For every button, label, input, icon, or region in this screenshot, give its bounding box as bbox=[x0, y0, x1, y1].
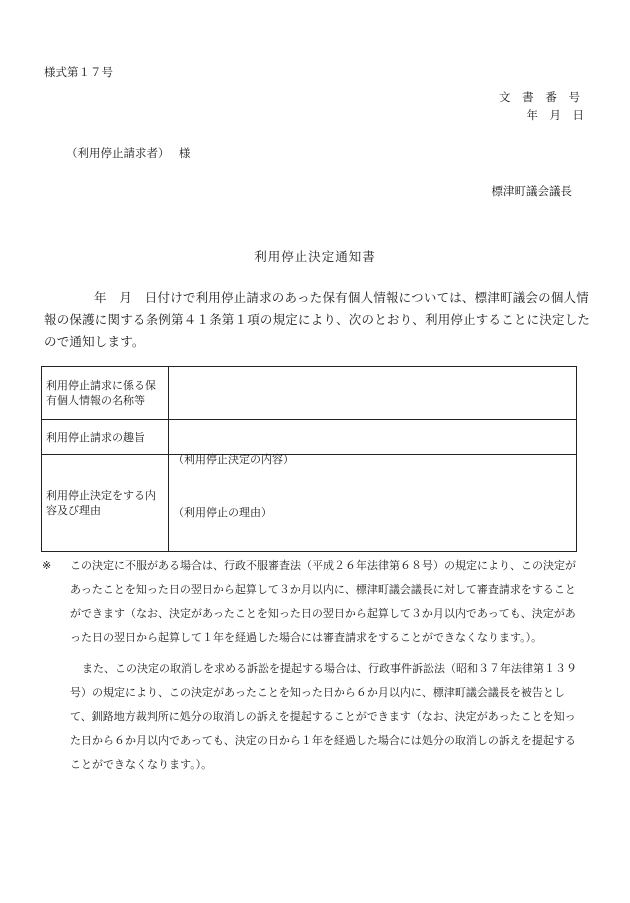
recipient-line: （利用停止請求者） 様 bbox=[66, 146, 191, 160]
date-line: 年 月 日 bbox=[526, 108, 584, 122]
label-request-purpose: 利用停止請求の趣旨 bbox=[42, 420, 169, 455]
document-number-label: 文 書 番 号 bbox=[499, 90, 584, 104]
reason-label: （利用停止の理由） bbox=[173, 506, 272, 519]
body-paragraph: 年 月 日付けで利用停止請求のあった保有個人情報については、標津町議会の個人情報の保護に関する条例第４１条第１項の規定により、次のとおり、利用停止することに決定したので通知します。 bbox=[44, 290, 591, 349]
table-row bbox=[42, 420, 577, 455]
notes-section bbox=[42, 554, 586, 777]
value-info-name bbox=[169, 367, 577, 420]
sender-name: 標津町議会議長 bbox=[491, 184, 572, 198]
table-row bbox=[42, 455, 577, 552]
note-lawsuit: また、この決定の取消しを求める訴訟を提起する場合は、行政事件訴訟法（昭和３７年法律第１３９号）の規定により、この決定があったことを知った日から６か月以内に、標津町議会議長を被告として、釧路地方裁判所に処分の取消しの訴えを提起することができます（なお、決定があったことを知った日から６か月以内であっても、決定の日から１年を経過した場合には処分の取消しの訴えを提起することができなくなります。）。 bbox=[70, 662, 577, 771]
note-appeal-text: この決定に不服がある場合は、行政不服審査法（平成２６年法律第６８号）の規定により、この決定があったことを知った日の翌日から起算して３か月以内に、標津町議会議長に対して審査請求をすることができます（なお、決定があったことを知った日の翌日から起算して３か月以内であっても、決定があった日の翌日から起算して１年を経過した場合には審査請求をすることができなくなります。）。 bbox=[70, 559, 576, 644]
label-info-name: 利用停止請求に係る保有個人情報の名称等 bbox=[42, 367, 169, 420]
table-row bbox=[42, 367, 577, 420]
label-decision-reason: 利用停止決定をする内容及び理由 bbox=[42, 455, 169, 552]
decision-table bbox=[41, 366, 577, 552]
note-appeal bbox=[42, 554, 586, 650]
document-title: 利用停止決定通知書 bbox=[254, 249, 376, 264]
value-request-purpose bbox=[169, 420, 577, 455]
asterisk-mark: ※ bbox=[42, 559, 52, 572]
form-number: 様式第１７号 bbox=[44, 65, 113, 79]
decision-content-label: （利用停止決定の内容） bbox=[173, 453, 294, 466]
value-decision-reason bbox=[169, 455, 577, 552]
